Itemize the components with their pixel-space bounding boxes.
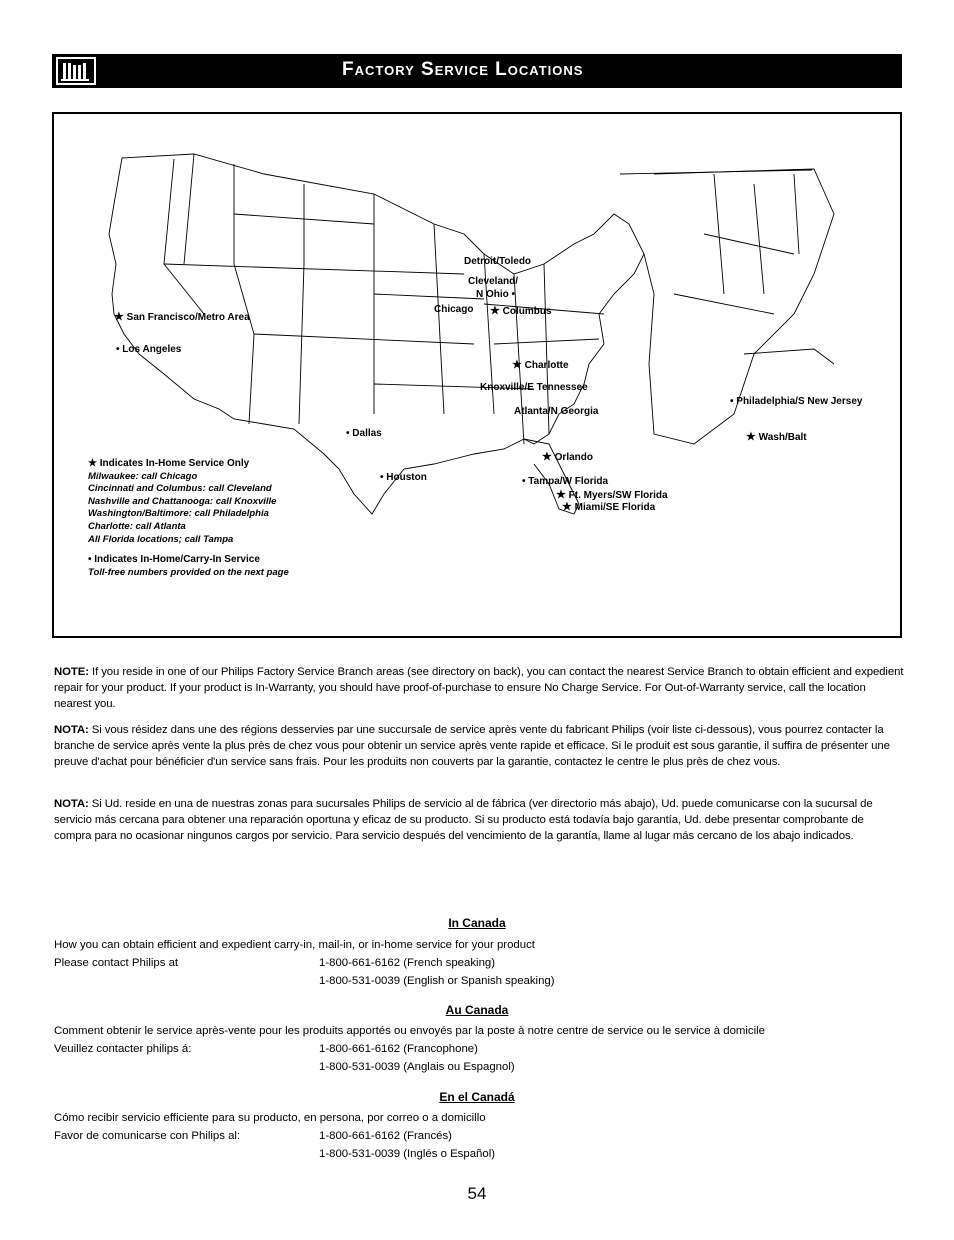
phone-line: 1-800-531-0039 (Inglés o Español): [319, 1148, 496, 1160]
city-n-ohio: N Ohio •: [476, 289, 516, 300]
city-ft-myers: ★ Ft. Myers/SW Florida: [556, 489, 668, 501]
star-icon: ★: [512, 359, 522, 371]
us-service-map: [52, 112, 902, 638]
legend-note: All Florida locations; call Tampa: [88, 533, 234, 545]
map-legend: [88, 458, 289, 579]
star-icon: ★: [542, 451, 552, 463]
legend-note: Charlotte: call Atlanta: [88, 520, 186, 532]
star-icon: ★: [556, 489, 566, 501]
canada-contact: Please contact Philips at: [54, 957, 179, 969]
page-title: Factory Service Locations: [342, 59, 584, 80]
canada-intro: Comment obtenir le service après-vente pour les produits apportés ou envoyés par la poste à notre centre de service ou le service à domicile: [54, 1025, 766, 1037]
note-french: NOTA: Si vous résidez dans une des régions desservies par une succursale de service après vente du fabricant Philips (voir liste ci-dessous), vous pourrez contacter la branche de service après vente la plus près de chez vous pour obtenir un service après vente rapide et efficace. Si le produit est sous garantie, il suffira de présenter une preuve d'achat pour bénéficier d'un service sans frais. Pour les produits non couverts par la garantie, contactez le centre le plus près de chez vous.: [54, 724, 890, 769]
city-wash-balt: ★ Wash/Balt: [746, 431, 807, 443]
star-icon: ★: [88, 458, 97, 469]
legend-dot-title: • Indicates In-Home/Carry-In Service: [88, 554, 260, 566]
legend-star-title: ★ Indicates In-Home Service Only: [88, 458, 250, 469]
page-number: 54: [467, 1184, 487, 1203]
city-dallas: • Dallas: [346, 428, 382, 439]
phone-line: 1-800-661-6162 (French speaking): [319, 957, 496, 969]
star-icon: ★: [562, 501, 572, 513]
book-icon: [56, 57, 96, 85]
phone-line: 1-800-661-6162 (Francés): [319, 1130, 452, 1142]
city-los-angeles: • Los Angeles: [116, 344, 182, 355]
city-miami: ★ Miami/SE Florida: [562, 501, 656, 513]
heading-au-canada: Au Canada: [445, 1003, 509, 1017]
phone-line: 1-800-531-0039 (Anglais ou Espagnol): [319, 1061, 515, 1073]
legend-note: Milwaukee: call Chicago: [88, 470, 198, 482]
phone-line: 1-800-661-6162 (Francophone): [319, 1043, 478, 1055]
city-san-francisco: ★ San Francisco/Metro Area: [114, 311, 250, 323]
legend-note: Cincinnati and Columbus: call Cleveland: [88, 483, 272, 495]
phone-line: 1-800-531-0039 (English or Spanish speaking): [319, 975, 555, 987]
city-cleveland: Cleveland/: [468, 276, 519, 287]
star-icon: ★: [490, 305, 500, 317]
section-header: [52, 54, 902, 88]
star-icon: ★: [114, 311, 124, 323]
note-spanish: NOTA: Si Ud. reside en una de nuestras zonas para sucursales Philips de servicio al de fábrica (ver directorio más abajo), Ud. puede comunicarse con la sucursal de servicio más cercana para obtener una reparación oportuna y eficaz de su producto. Si su producto está todavía bajo garantía, Ud. debe presentar comprobante de compra para no ocasionar ningunos cargos por servicio. Para servicio después del vencimiento de la garantía, llame al lugar más cercano de los abajo indicados.: [54, 798, 873, 843]
legend-note: Washington/Baltimore: call Philadelphia: [88, 508, 269, 520]
canada-intro: How you can obtain efficient and expedient carry-in, mail-in, or in-home service for your product: [54, 939, 535, 951]
canada-intro: Cómo recibir servicio efficiente para su producto, en persona, por correo o a domicillo: [54, 1112, 486, 1124]
canada-contact: Veuillez contacter philips á:: [54, 1043, 192, 1055]
canada-contact: Favor de comunicarse con Philips al:: [54, 1130, 241, 1142]
city-columbus: ★ Columbus: [490, 305, 552, 317]
heading-en-el-canada: En el Canadá: [439, 1090, 515, 1104]
city-detroit-toledo: Detroit/Toledo: [464, 256, 532, 267]
note-english: NOTE: If you reside in one of our Philips Factory Service Branch areas (see directory on back), you can contact the nearest Service Branch to obtain efficient and expedient repair for your product. If your product is In-Warranty, you should have proof-of-purchase to ensure No Charge Service. For Out-of-Warranty service, call the location nearest you.: [54, 666, 904, 711]
legend-dot-note: Toll-free numbers provided on the next page: [88, 566, 289, 578]
city-knoxville: Knoxville/E Tennessee: [480, 382, 588, 393]
city-philadelphia: • Philadelphia/S New Jersey: [730, 396, 863, 407]
heading-in-canada: In Canada: [448, 916, 506, 930]
city-charlotte: ★ Charlotte: [512, 359, 569, 371]
city-houston: • Houston: [380, 472, 427, 483]
star-icon: ★: [746, 431, 756, 443]
city-atlanta: Atlanta/N Georgia: [514, 406, 599, 417]
legend-note: Nashville and Chattanooga: call Knoxville: [88, 495, 277, 507]
city-tampa: • Tampa/W Florida: [522, 476, 609, 487]
city-chicago: Chicago: [434, 304, 474, 315]
city-orlando: ★ Orlando: [542, 451, 593, 463]
